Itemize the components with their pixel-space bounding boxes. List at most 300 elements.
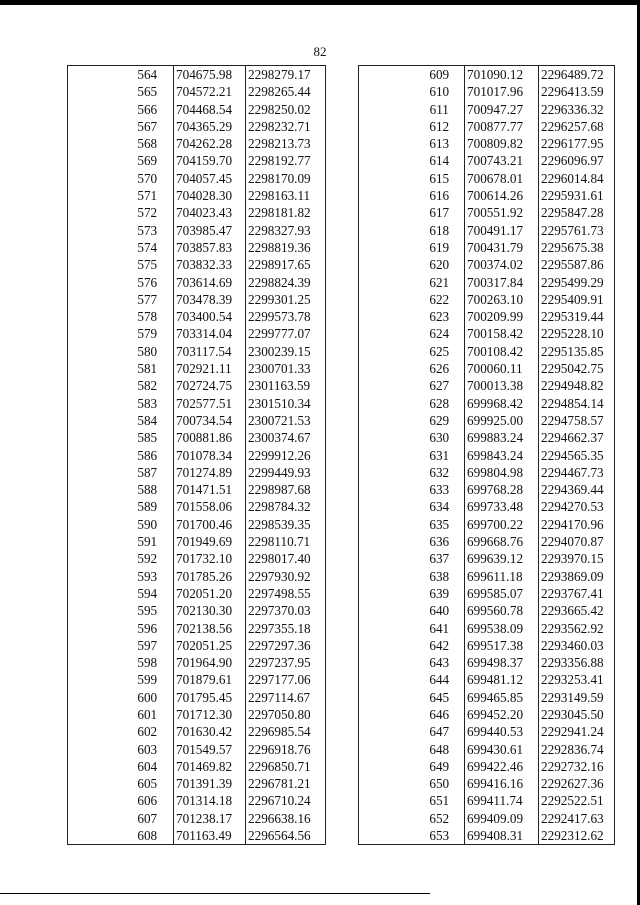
y-coordinate-cell: 2298279.17 [246, 66, 326, 84]
blank-cell [359, 377, 415, 394]
x-coordinate-cell: 703985.47 [174, 222, 246, 239]
y-coordinate-cell: 2295042.75 [539, 360, 615, 377]
blank-cell [359, 83, 415, 100]
x-coordinate-cell: 699416.16 [465, 775, 539, 792]
blank-cell [359, 222, 415, 239]
table-row [68, 689, 326, 706]
blank-cell [359, 550, 415, 567]
point-number-cell: 573 [137, 222, 158, 238]
blank-cell [68, 343, 122, 360]
y-coordinate-cell: 2301510.34 [246, 395, 326, 412]
y-coordinate-cell: 2294467.73 [539, 464, 615, 481]
blank-cell [359, 792, 415, 809]
x-coordinate-cell: 702130.30 [174, 602, 246, 619]
point-number-cell: 652 [429, 810, 450, 826]
point-number-cell: 616 [429, 188, 450, 204]
blank-cell [359, 741, 415, 758]
x-coordinate-cell: 700947.27 [465, 101, 539, 118]
y-coordinate-cell: 2293460.03 [539, 637, 615, 654]
table-row [68, 187, 326, 204]
scan-bottom-line [0, 893, 430, 894]
y-coordinate-cell: 2294170.96 [539, 516, 615, 533]
point-number-cell: 647 [429, 724, 450, 740]
x-coordinate-cell: 703314.04 [174, 325, 246, 342]
table-row [68, 568, 326, 585]
point-number-cell: 578 [137, 309, 158, 325]
x-coordinate-cell: 700743.21 [465, 152, 539, 169]
blank-cell [68, 533, 122, 550]
y-coordinate-cell: 2298232.71 [246, 118, 326, 135]
y-coordinate-cell: 2301163.59 [246, 377, 326, 394]
table-row [359, 723, 615, 740]
blank-cell [68, 187, 122, 204]
x-coordinate-cell: 699422.46 [465, 758, 539, 775]
x-coordinate-cell: 700678.01 [465, 170, 539, 187]
blank-cell [359, 637, 415, 654]
blank-cell [68, 66, 122, 84]
blank-cell [68, 204, 122, 221]
y-coordinate-cell: 2294565.35 [539, 447, 615, 464]
blank-cell [359, 533, 415, 550]
x-coordinate-cell: 702138.56 [174, 620, 246, 637]
blank-cell [359, 239, 415, 256]
point-number-cell: 635 [429, 516, 450, 532]
y-coordinate-cell: 2295587.86 [539, 256, 615, 273]
table-row [359, 135, 615, 152]
x-coordinate-cell: 701090.12 [465, 66, 539, 84]
table-row [68, 412, 326, 429]
blank-cell [68, 706, 122, 723]
table-row [68, 585, 326, 602]
x-coordinate-cell: 703400.54 [174, 308, 246, 325]
point-number-cell: 641 [429, 620, 450, 636]
blank-cell [68, 118, 122, 135]
y-coordinate-cell: 2296014.84 [539, 170, 615, 187]
x-coordinate-cell: 699517.38 [465, 637, 539, 654]
page-number: 82 [313, 44, 327, 59]
table-row [359, 308, 615, 325]
blank-cell [359, 118, 415, 135]
x-coordinate-cell: 702577.51 [174, 395, 246, 412]
x-coordinate-cell: 700881.86 [174, 429, 246, 446]
point-number-cell: 610 [429, 84, 450, 100]
y-coordinate-cell: 2295761.73 [539, 222, 615, 239]
table-row [359, 256, 615, 273]
blank-cell [359, 706, 415, 723]
y-coordinate-cell: 2295135.85 [539, 343, 615, 360]
blank-cell [68, 412, 122, 429]
point-number-cell: 569 [137, 153, 158, 169]
blank-cell [68, 152, 122, 169]
x-coordinate-cell: 700108.42 [465, 343, 539, 360]
point-number-cell: 587 [137, 464, 158, 480]
table-row [68, 66, 326, 84]
table-row [359, 170, 615, 187]
x-coordinate-cell: 701238.17 [174, 810, 246, 827]
y-coordinate-cell: 2298824.39 [246, 274, 326, 291]
y-coordinate-cell: 2298017.40 [246, 550, 326, 567]
blank-cell [68, 101, 122, 118]
y-coordinate-cell: 2296336.32 [539, 101, 615, 118]
blank-cell [359, 775, 415, 792]
point-number-cell: 602 [137, 724, 158, 740]
table-row [68, 395, 326, 412]
blank-cell [359, 654, 415, 671]
y-coordinate-cell: 2292941.24 [539, 723, 615, 740]
blank-cell [68, 550, 122, 567]
x-coordinate-cell: 699768.28 [465, 481, 539, 498]
x-coordinate-cell: 700734.54 [174, 412, 246, 429]
blank-cell [68, 377, 122, 394]
y-coordinate-cell: 2294270.53 [539, 498, 615, 515]
coordinate-table-left [67, 65, 326, 845]
table-row [68, 239, 326, 256]
y-coordinate-cell: 2297177.06 [246, 671, 326, 688]
table-row [68, 360, 326, 377]
point-number-cell: 621 [429, 274, 450, 290]
x-coordinate-cell: 703478.39 [174, 291, 246, 308]
x-coordinate-cell: 701471.51 [174, 481, 246, 498]
table-row [359, 274, 615, 291]
point-number-cell: 637 [429, 551, 450, 567]
y-coordinate-cell: 2298539.35 [246, 516, 326, 533]
point-number-cell: 603 [137, 741, 158, 757]
y-coordinate-cell: 2294369.44 [539, 481, 615, 498]
blank-cell [68, 481, 122, 498]
blank-cell [68, 360, 122, 377]
x-coordinate-cell: 701549.57 [174, 741, 246, 758]
y-coordinate-cell: 2300701.33 [246, 360, 326, 377]
table-row [68, 516, 326, 533]
table-row [359, 101, 615, 118]
y-coordinate-cell: 2296850.71 [246, 758, 326, 775]
y-coordinate-cell: 2298819.36 [246, 239, 326, 256]
point-number-cell: 585 [137, 430, 158, 446]
x-coordinate-cell: 701700.46 [174, 516, 246, 533]
table-row [359, 464, 615, 481]
y-coordinate-cell: 2300721.53 [246, 412, 326, 429]
y-coordinate-cell: 2299912.26 [246, 447, 326, 464]
point-number-cell: 649 [429, 758, 450, 774]
blank-cell [359, 360, 415, 377]
table-row [68, 274, 326, 291]
blank-cell [68, 395, 122, 412]
point-number-cell: 576 [137, 274, 158, 290]
table-row [68, 343, 326, 360]
blank-cell [68, 775, 122, 792]
x-coordinate-cell: 699925.00 [465, 412, 539, 429]
x-coordinate-cell: 704262.28 [174, 135, 246, 152]
point-number-cell: 617 [429, 205, 450, 221]
blank-cell [359, 429, 415, 446]
point-number-cell: 581 [137, 361, 158, 377]
point-number-cell: 607 [137, 810, 158, 826]
point-number-cell: 580 [137, 343, 158, 359]
x-coordinate-cell: 704028.30 [174, 187, 246, 204]
x-coordinate-cell: 703832.33 [174, 256, 246, 273]
point-number-cell: 599 [137, 672, 158, 688]
point-number-cell: 596 [137, 620, 158, 636]
y-coordinate-cell: 2294948.82 [539, 377, 615, 394]
point-number-cell: 591 [137, 534, 158, 550]
table-row [68, 550, 326, 567]
point-number-cell: 651 [429, 793, 450, 809]
x-coordinate-cell: 700614.26 [465, 187, 539, 204]
point-number-cell: 571 [137, 188, 158, 204]
table-row [359, 550, 615, 567]
blank-cell [359, 481, 415, 498]
y-coordinate-cell: 2295228.10 [539, 325, 615, 342]
x-coordinate-cell: 700317.84 [465, 274, 539, 291]
table-row [68, 256, 326, 273]
table-row [68, 152, 326, 169]
x-coordinate-cell: 699411.74 [465, 792, 539, 809]
x-coordinate-cell: 699733.48 [465, 498, 539, 515]
point-number-cell: 633 [429, 482, 450, 498]
blank-cell [68, 792, 122, 809]
y-coordinate-cell: 2297297.36 [246, 637, 326, 654]
blank-cell [359, 256, 415, 273]
blank-cell [359, 602, 415, 619]
blank-cell [359, 810, 415, 827]
y-coordinate-cell: 2293562.92 [539, 620, 615, 637]
blank-cell [359, 325, 415, 342]
y-coordinate-cell: 2293869.09 [539, 568, 615, 585]
y-coordinate-cell: 2298327.93 [246, 222, 326, 239]
blank-cell [359, 291, 415, 308]
table-row [359, 637, 615, 654]
blank-cell [359, 412, 415, 429]
table-row [68, 723, 326, 740]
x-coordinate-cell: 701949.69 [174, 533, 246, 550]
x-coordinate-cell: 700877.77 [465, 118, 539, 135]
x-coordinate-cell: 700551.92 [465, 204, 539, 221]
y-coordinate-cell: 2292312.62 [539, 827, 615, 845]
y-coordinate-cell: 2298987.68 [246, 481, 326, 498]
blank-cell [68, 498, 122, 515]
coordinate-table-right [358, 65, 615, 845]
point-number-cell: 588 [137, 482, 158, 498]
x-coordinate-cell: 703117.54 [174, 343, 246, 360]
table-row [68, 83, 326, 100]
y-coordinate-cell: 2296638.16 [246, 810, 326, 827]
y-coordinate-cell: 2292417.63 [539, 810, 615, 827]
x-coordinate-cell: 699465.85 [465, 689, 539, 706]
table-row [359, 222, 615, 239]
point-number-cell: 619 [429, 239, 450, 255]
blank-cell [359, 274, 415, 291]
blank-cell [359, 395, 415, 412]
x-coordinate-cell: 699668.76 [465, 533, 539, 550]
table-row [68, 308, 326, 325]
x-coordinate-cell: 699804.98 [465, 464, 539, 481]
table-row [359, 585, 615, 602]
table-row [68, 706, 326, 723]
point-number-cell: 604 [137, 758, 158, 774]
table-row [359, 377, 615, 394]
point-number-cell: 589 [137, 499, 158, 515]
table-row [68, 325, 326, 342]
y-coordinate-cell: 2292627.36 [539, 775, 615, 792]
table-row [359, 689, 615, 706]
point-number-cell: 590 [137, 516, 158, 532]
y-coordinate-cell: 2297050.80 [246, 706, 326, 723]
table-row [359, 83, 615, 100]
y-coordinate-cell: 2295931.61 [539, 187, 615, 204]
y-coordinate-cell: 2295409.91 [539, 291, 615, 308]
x-coordinate-cell: 704675.98 [174, 66, 246, 84]
table-row [68, 377, 326, 394]
table-row [68, 810, 326, 827]
blank-cell [68, 637, 122, 654]
x-coordinate-cell: 701879.61 [174, 671, 246, 688]
x-coordinate-cell: 703614.69 [174, 274, 246, 291]
blank-cell [68, 170, 122, 187]
point-number-cell: 606 [137, 793, 158, 809]
point-number-cell: 640 [429, 603, 450, 619]
blank-cell [68, 256, 122, 273]
y-coordinate-cell: 2300374.67 [246, 429, 326, 446]
table-row [359, 741, 615, 758]
x-coordinate-cell: 702724.75 [174, 377, 246, 394]
table-row [68, 447, 326, 464]
table-row [359, 343, 615, 360]
x-coordinate-cell: 702921.11 [174, 360, 246, 377]
point-number-cell: 582 [137, 378, 158, 394]
point-number-cell: 574 [137, 239, 158, 255]
table-row [359, 360, 615, 377]
y-coordinate-cell: 2297930.92 [246, 568, 326, 585]
x-coordinate-cell: 704159.70 [174, 152, 246, 169]
y-coordinate-cell: 2296564.56 [246, 827, 326, 845]
table-row [359, 481, 615, 498]
x-coordinate-cell: 701712.30 [174, 706, 246, 723]
table-row [359, 429, 615, 446]
y-coordinate-cell: 2297114.67 [246, 689, 326, 706]
y-coordinate-cell: 2297498.55 [246, 585, 326, 602]
y-coordinate-cell: 2298170.09 [246, 170, 326, 187]
point-number-cell: 618 [429, 222, 450, 238]
x-coordinate-cell: 701964.90 [174, 654, 246, 671]
point-number-cell: 638 [429, 568, 450, 584]
point-number-cell: 572 [137, 205, 158, 221]
x-coordinate-cell: 702051.20 [174, 585, 246, 602]
blank-cell [68, 810, 122, 827]
x-coordinate-cell: 701795.45 [174, 689, 246, 706]
table-row [359, 66, 615, 84]
x-coordinate-cell: 699538.09 [465, 620, 539, 637]
blank-cell [68, 239, 122, 256]
point-number-cell: 615 [429, 170, 450, 186]
blank-cell [359, 447, 415, 464]
table-row [359, 775, 615, 792]
y-coordinate-cell: 2298265.44 [246, 83, 326, 100]
x-coordinate-cell: 699883.24 [465, 429, 539, 446]
blank-cell [68, 291, 122, 308]
point-number-cell: 612 [429, 118, 450, 134]
table-row [68, 758, 326, 775]
blank-cell [68, 620, 122, 637]
point-number-cell: 605 [137, 776, 158, 792]
blank-cell [359, 343, 415, 360]
point-number-cell: 565 [137, 84, 158, 100]
blank-cell [68, 325, 122, 342]
table-row [68, 204, 326, 221]
blank-cell [359, 101, 415, 118]
table-row [359, 706, 615, 723]
blank-cell [68, 516, 122, 533]
point-number-cell: 608 [122, 827, 174, 845]
x-coordinate-cell: 699440.53 [465, 723, 539, 740]
blank-cell [68, 758, 122, 775]
point-number-cell: 570 [137, 170, 158, 186]
x-coordinate-cell: 700431.79 [465, 239, 539, 256]
point-number-cell: 642 [429, 637, 450, 653]
point-number-cell: 628 [429, 395, 450, 411]
blank-cell [68, 568, 122, 585]
point-number-cell: 643 [429, 655, 450, 671]
y-coordinate-cell: 2293767.41 [539, 585, 615, 602]
x-coordinate-cell: 699408.31 [465, 827, 539, 845]
point-number-cell: 626 [429, 361, 450, 377]
point-number-cell: 632 [429, 464, 450, 480]
x-coordinate-cell: 699585.07 [465, 585, 539, 602]
y-coordinate-cell: 2298784.32 [246, 498, 326, 515]
x-coordinate-cell: 701785.26 [174, 568, 246, 585]
blank-cell [359, 204, 415, 221]
blank-cell [68, 671, 122, 688]
point-number-cell: 639 [429, 585, 450, 601]
y-coordinate-cell: 2293356.88 [539, 654, 615, 671]
blank-cell [359, 135, 415, 152]
x-coordinate-cell: 699639.12 [465, 550, 539, 567]
y-coordinate-cell: 2299777.07 [246, 325, 326, 342]
x-coordinate-cell: 700263.10 [465, 291, 539, 308]
point-number-cell: 577 [137, 291, 158, 307]
point-number-cell: 624 [429, 326, 450, 342]
y-coordinate-cell: 2293253.41 [539, 671, 615, 688]
point-number-cell: 646 [429, 706, 450, 722]
blank-cell [68, 464, 122, 481]
point-number-cell: 650 [429, 776, 450, 792]
table-row [68, 637, 326, 654]
table-row [359, 239, 615, 256]
point-number-cell: 627 [429, 378, 450, 394]
y-coordinate-cell: 2296710.24 [246, 792, 326, 809]
blank-cell [359, 671, 415, 688]
blank-cell [68, 83, 122, 100]
y-coordinate-cell: 2293970.15 [539, 550, 615, 567]
table-row [359, 187, 615, 204]
table-row [68, 602, 326, 619]
y-coordinate-cell: 2300239.15 [246, 343, 326, 360]
blank-cell [359, 620, 415, 637]
point-number-cell: 634 [429, 499, 450, 515]
x-coordinate-cell: 701391.39 [174, 775, 246, 792]
blank-cell [359, 689, 415, 706]
point-number-cell: 566 [137, 101, 158, 117]
point-number-cell: 648 [429, 741, 450, 757]
x-coordinate-cell: 699430.61 [465, 741, 539, 758]
table-row [359, 498, 615, 515]
table-row [68, 481, 326, 498]
blank-cell [68, 689, 122, 706]
blank-cell [359, 827, 415, 845]
x-coordinate-cell: 700060.11 [465, 360, 539, 377]
blank-cell [359, 66, 415, 84]
y-coordinate-cell: 2298192.77 [246, 152, 326, 169]
point-number-cell: 623 [429, 309, 450, 325]
